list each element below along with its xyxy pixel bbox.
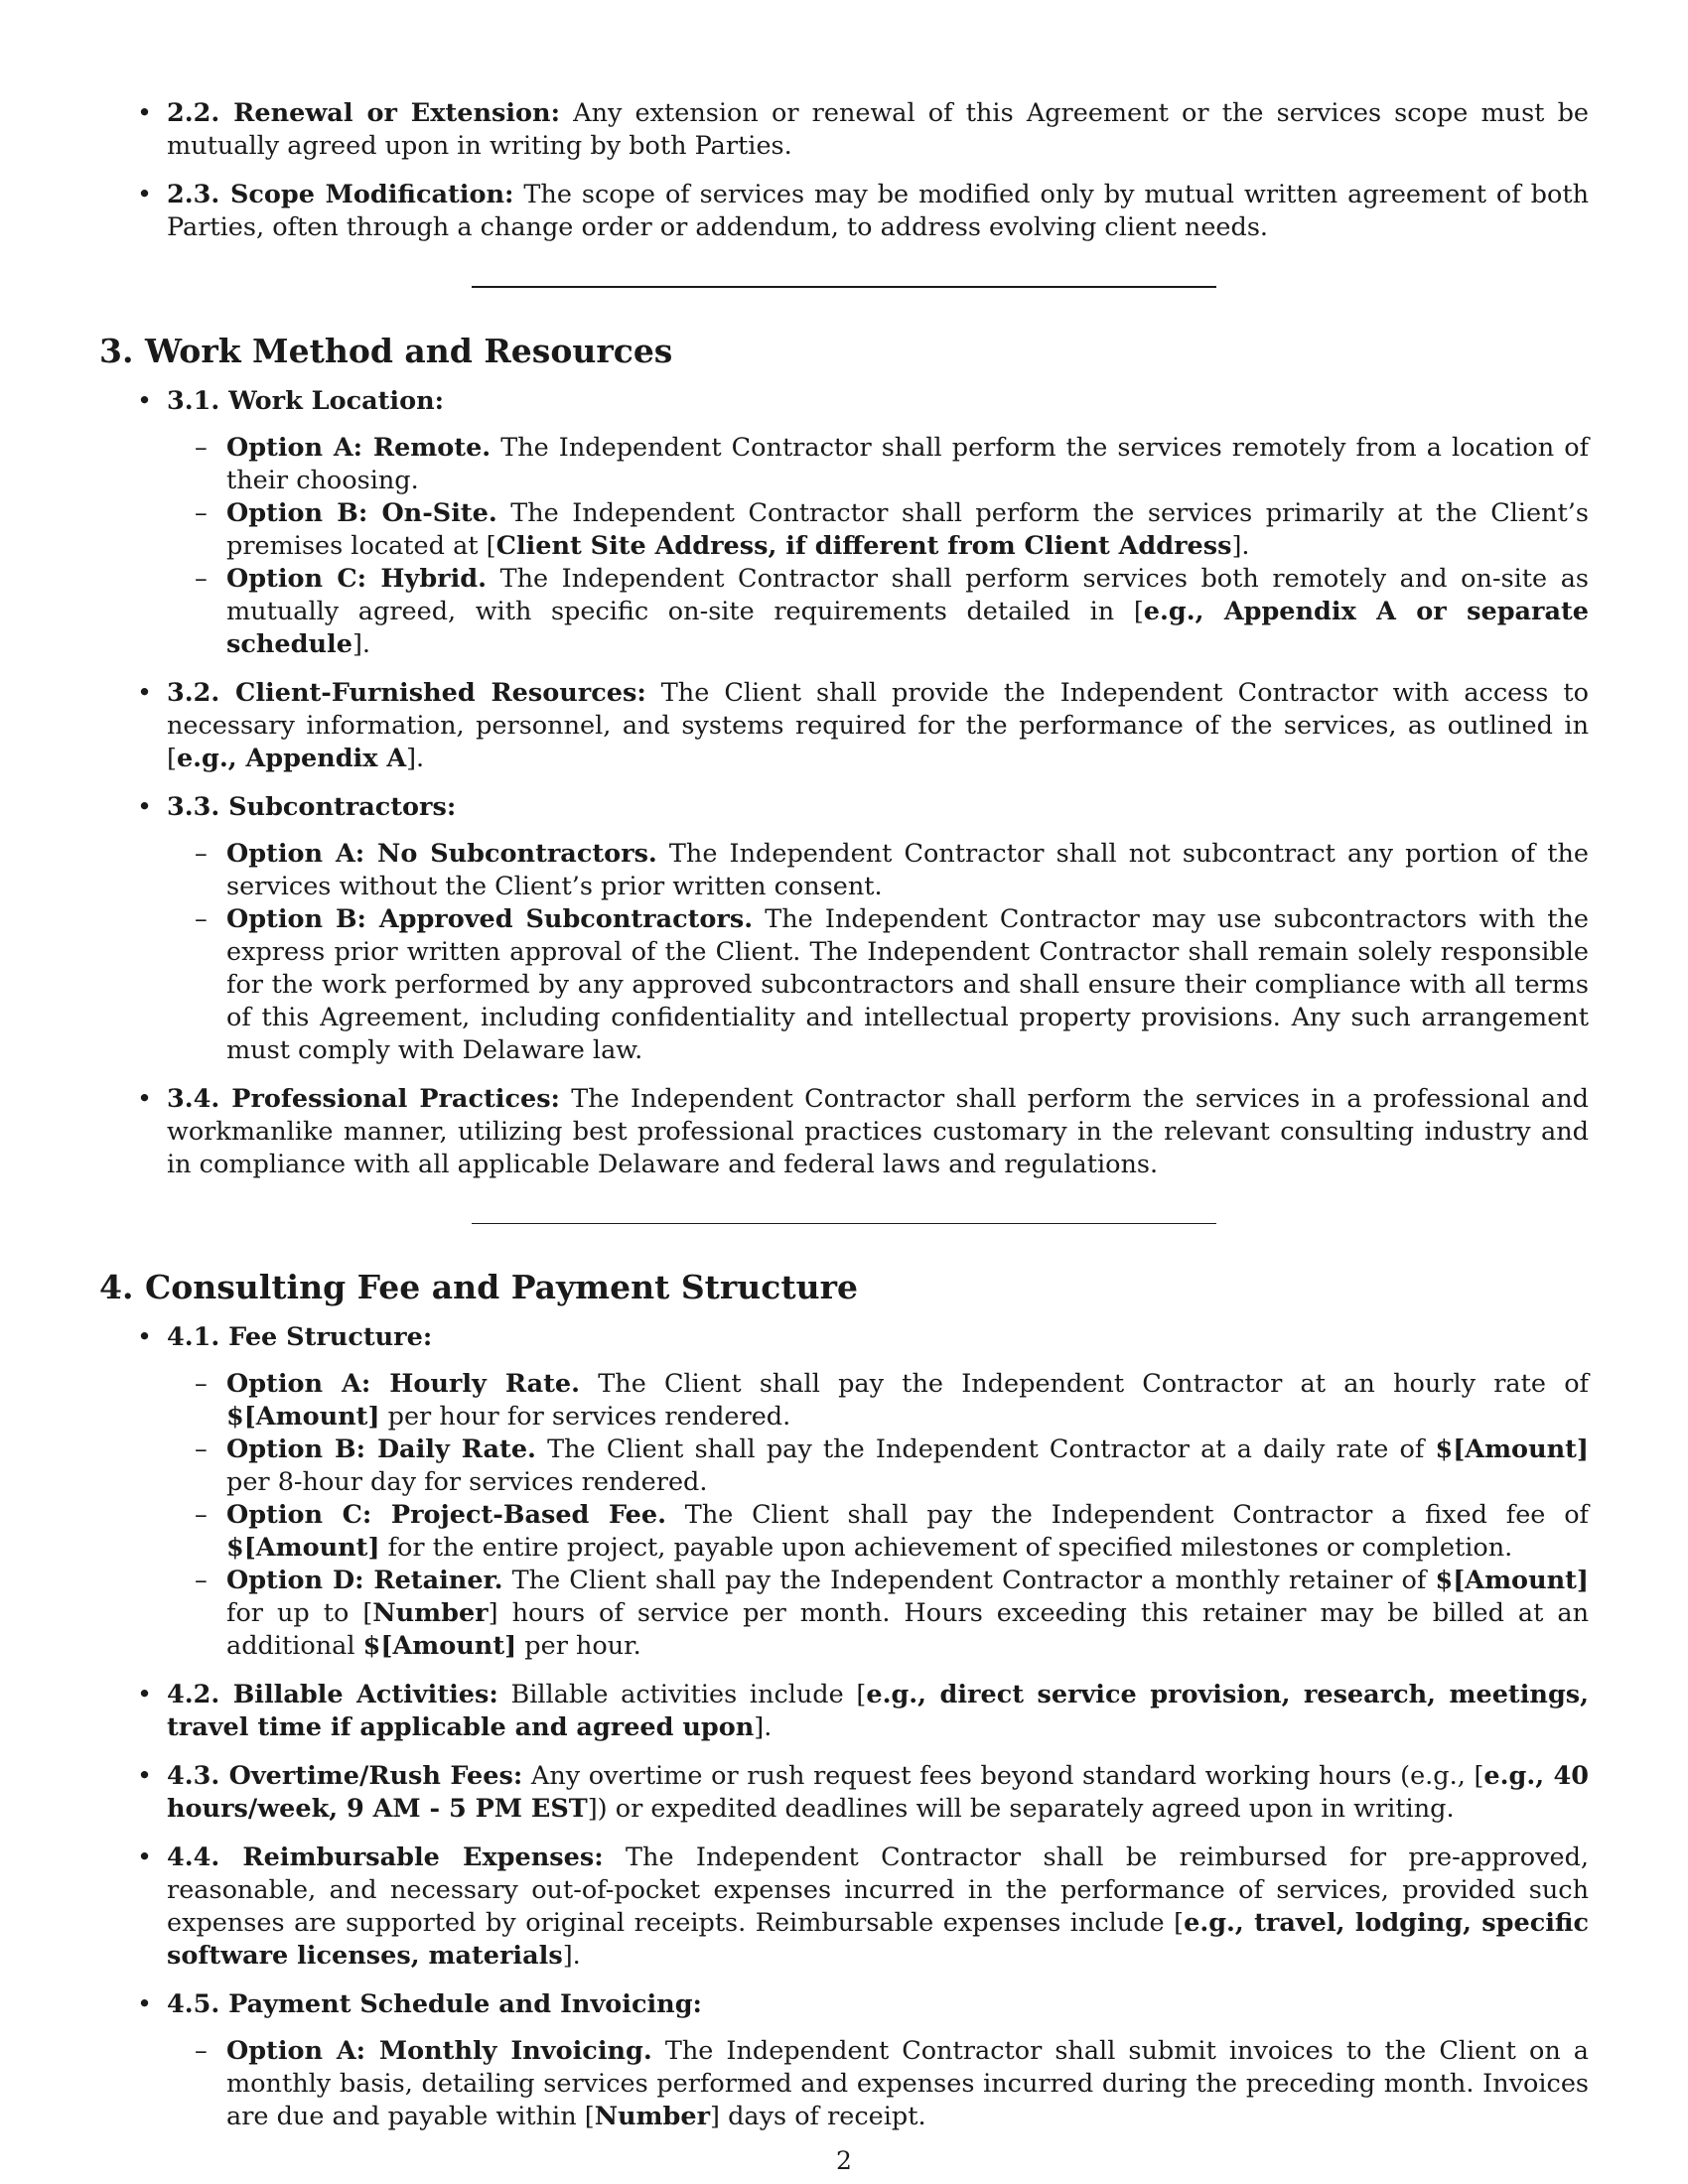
option-text: The Client shall pay the Independent Contractor at a daily rate of bbox=[535, 1434, 1436, 1464]
clause-label: 2.3. Scope Modification: bbox=[167, 180, 514, 209]
option-text: The Client shall pay the Independent Contractor at an hourly rate of bbox=[580, 1369, 1589, 1399]
option-label: Option A: No Subcontractors. bbox=[226, 839, 657, 869]
option-label: Option B: Daily Rate. bbox=[226, 1434, 536, 1464]
option-text: The Independent Contractor shall not subcontract any portion of the services without the Client’s prior written consent. bbox=[226, 839, 1590, 901]
clause-label: 4.4. Reimbursable Expenses: bbox=[167, 1843, 604, 1872]
work-location-options bbox=[167, 432, 1589, 661]
clause-label: 3.3. Subcontractors: bbox=[167, 792, 457, 822]
clause-2-3 bbox=[99, 179, 1589, 244]
clause-3-3 bbox=[99, 791, 1589, 1067]
section-4-list bbox=[99, 1321, 1589, 2133]
subcontractor-options bbox=[167, 838, 1589, 1067]
clause-text: ]. bbox=[754, 1712, 773, 1742]
placeholder-field: Client Site Address, if different from Client Address bbox=[495, 531, 1232, 561]
option-text: The Independent Contractor may use subcontractors with the express prior written approval of the Client. The Independent Contractor shall remain solely responsible for the work performed by any approved subcontractors and shall ensure their compliance with all terms of this Agreement, including confidentiality and intellectual property provisions. Any such arrangement must comply with Delaware law. bbox=[226, 904, 1590, 1065]
option-approved-subcontractors bbox=[167, 903, 1589, 1067]
option-text: ] hours of service per month. Hours exceeding this retainer may be billed at an additional bbox=[226, 1598, 1590, 1661]
option-label: Option A: Monthly Invoicing. bbox=[226, 2036, 652, 2066]
invoicing-options bbox=[167, 2035, 1589, 2133]
clause-text: The Independent Contractor shall perform the services in a professional and workmanlike manner, utilizing best professional practices customary in the relevant consulting industry and in compliance with all applicable Delaware and federal laws and regulations. bbox=[167, 1084, 1589, 1179]
placeholder-field: Number bbox=[372, 1598, 489, 1628]
option-label: Option C: Hybrid. bbox=[226, 564, 488, 594]
option-text: The Independent Contractor shall perform the services primarily at the Client’s premises located at [ bbox=[226, 498, 1589, 561]
option-label: Option A: Hourly Rate. bbox=[226, 1369, 581, 1399]
option-daily-rate bbox=[167, 1433, 1589, 1499]
option-label: Option B: Approved Subcontractors. bbox=[226, 904, 754, 934]
option-remote bbox=[167, 432, 1589, 497]
clause-4-4 bbox=[99, 1842, 1589, 1973]
clause-4-2 bbox=[99, 1679, 1589, 1744]
option-text: The Independent Contractor shall perform the services remotely from a location of their choosing. bbox=[226, 433, 1590, 495]
option-text: per hour for services rendered. bbox=[379, 1402, 791, 1432]
section-3-heading: 3. Work Method and Resources bbox=[99, 332, 673, 370]
option-label: Option B: On-Site. bbox=[226, 498, 497, 528]
clause-text: The Client shall provide the Independent Contractor with access to necessary information, personnel, and systems required for the performance of the services, as outlined in [ bbox=[167, 678, 1589, 773]
clause-4-3 bbox=[99, 1760, 1589, 1826]
section-4-heading: 4. Consulting Fee and Payment Structure bbox=[99, 1268, 858, 1306]
clause-text: The scope of services may be modified only by mutual written agreement of both Parties, often through a change order or addendum, to address evolving client needs. bbox=[167, 180, 1589, 242]
clause-text: Any extension or renewal of this Agreement or the services scope must be mutually agreed upon in writing by both Parties. bbox=[167, 98, 1589, 161]
placeholder-field: $[Amount] bbox=[1435, 1434, 1589, 1464]
option-text: per 8-hour day for services rendered. bbox=[226, 1467, 708, 1497]
placeholder-field: e.g., Appendix A or separate schedule bbox=[226, 597, 1590, 659]
option-text: for up to [ bbox=[226, 1598, 373, 1628]
clause-3-2 bbox=[99, 677, 1589, 775]
option-retainer bbox=[167, 1565, 1589, 1663]
section-2-list bbox=[99, 97, 1589, 244]
option-text: ] days of receipt. bbox=[710, 2102, 926, 2131]
option-on-site bbox=[167, 497, 1589, 563]
option-project-fee bbox=[167, 1499, 1589, 1565]
clause-4-1 bbox=[99, 1321, 1589, 1663]
clause-text: ]. bbox=[406, 744, 425, 773]
option-hourly-rate bbox=[167, 1368, 1589, 1433]
option-text: The Client shall pay the Independent Contractor a fixed fee of bbox=[666, 1500, 1589, 1530]
clause-text: ]. bbox=[562, 1941, 581, 1971]
clause-label: 2.2. Renewal or Extension: bbox=[167, 98, 560, 128]
option-label: Option A: Remote. bbox=[226, 433, 492, 463]
page-number: 2 bbox=[836, 2146, 852, 2175]
fee-structure-options bbox=[167, 1368, 1589, 1663]
section-divider bbox=[472, 286, 1216, 288]
placeholder-field: e.g., Appendix A bbox=[176, 744, 407, 773]
option-text: The Independent Contractor shall submit invoices to the Client on a monthly basis, detailing services performed and expenses incurred during the preceding month. Invoices are due and payable within [ bbox=[226, 2036, 1589, 2131]
clause-2-2 bbox=[99, 97, 1589, 163]
clause-4-5 bbox=[99, 1988, 1589, 2133]
clause-label: 3.2. Client-Furnished Resources: bbox=[167, 678, 646, 708]
placeholder-field: $[Amount] bbox=[226, 1533, 380, 1563]
placeholder-field: $[Amount] bbox=[226, 1402, 380, 1432]
clause-3-4 bbox=[99, 1083, 1589, 1181]
option-text: per hour. bbox=[516, 1631, 641, 1661]
option-text: The Independent Contractor shall perform services both remotely and on-site as mutually agreed, with specific on-site requirements detailed in [ bbox=[226, 564, 1589, 626]
placeholder-field: e.g., travel, lodging, specific software licenses, materials bbox=[167, 1908, 1589, 1971]
option-label: Option D: Retainer. bbox=[226, 1566, 503, 1595]
option-no-subcontractors bbox=[167, 838, 1589, 903]
clause-text: Any overtime or rush request fees beyond standard working hours (e.g., [ bbox=[522, 1761, 1484, 1791]
placeholder-field: $[Amount] bbox=[362, 1631, 517, 1661]
option-label: Option C: Project-Based Fee. bbox=[226, 1500, 666, 1530]
section-3-list bbox=[99, 385, 1589, 1181]
section-divider bbox=[472, 1223, 1216, 1224]
placeholder-field: e.g., 40 hours/week, 9 AM - 5 PM EST bbox=[167, 1761, 1589, 1824]
option-text: ]. bbox=[352, 629, 370, 659]
document-body bbox=[99, 97, 1589, 2149]
clause-label: 3.4. Professional Practices: bbox=[167, 1084, 560, 1114]
option-hybrid bbox=[167, 563, 1589, 661]
clause-label: 3.1. Work Location: bbox=[167, 386, 445, 416]
placeholder-field: Number bbox=[594, 2102, 711, 2131]
clause-label: 4.5. Payment Schedule and Invoicing: bbox=[167, 1989, 702, 2019]
placeholder-field: e.g., direct service provision, research, meetings, travel time if applicable and agreed upon bbox=[167, 1680, 1590, 1742]
clause-text: Billable activities include [ bbox=[497, 1680, 867, 1709]
clause-3-1 bbox=[99, 385, 1589, 661]
clause-text: ]) or expedited deadlines will be separately agreed upon in writing. bbox=[587, 1794, 1455, 1824]
option-text: for the entire project, payable upon achievement of specified milestones or completion. bbox=[379, 1533, 1513, 1563]
clause-text: The Independent Contractor shall be reimbursed for pre-approved, reasonable, and necessary out-of-pocket expenses incurred in the performance of services, provided such expenses are supported by original receipts. Reimbursable expenses include [ bbox=[167, 1843, 1589, 1938]
option-text: The Client shall pay the Independent Contractor a monthly retainer of bbox=[502, 1566, 1436, 1595]
clause-label: 4.1. Fee Structure: bbox=[167, 1322, 433, 1352]
clause-label: 4.3. Overtime/Rush Fees: bbox=[167, 1761, 523, 1791]
option-text: ]. bbox=[1231, 531, 1250, 561]
placeholder-field: $[Amount] bbox=[1435, 1566, 1589, 1595]
clause-label: 4.2. Billable Activities: bbox=[167, 1680, 498, 1709]
option-monthly-invoicing bbox=[167, 2035, 1589, 2133]
